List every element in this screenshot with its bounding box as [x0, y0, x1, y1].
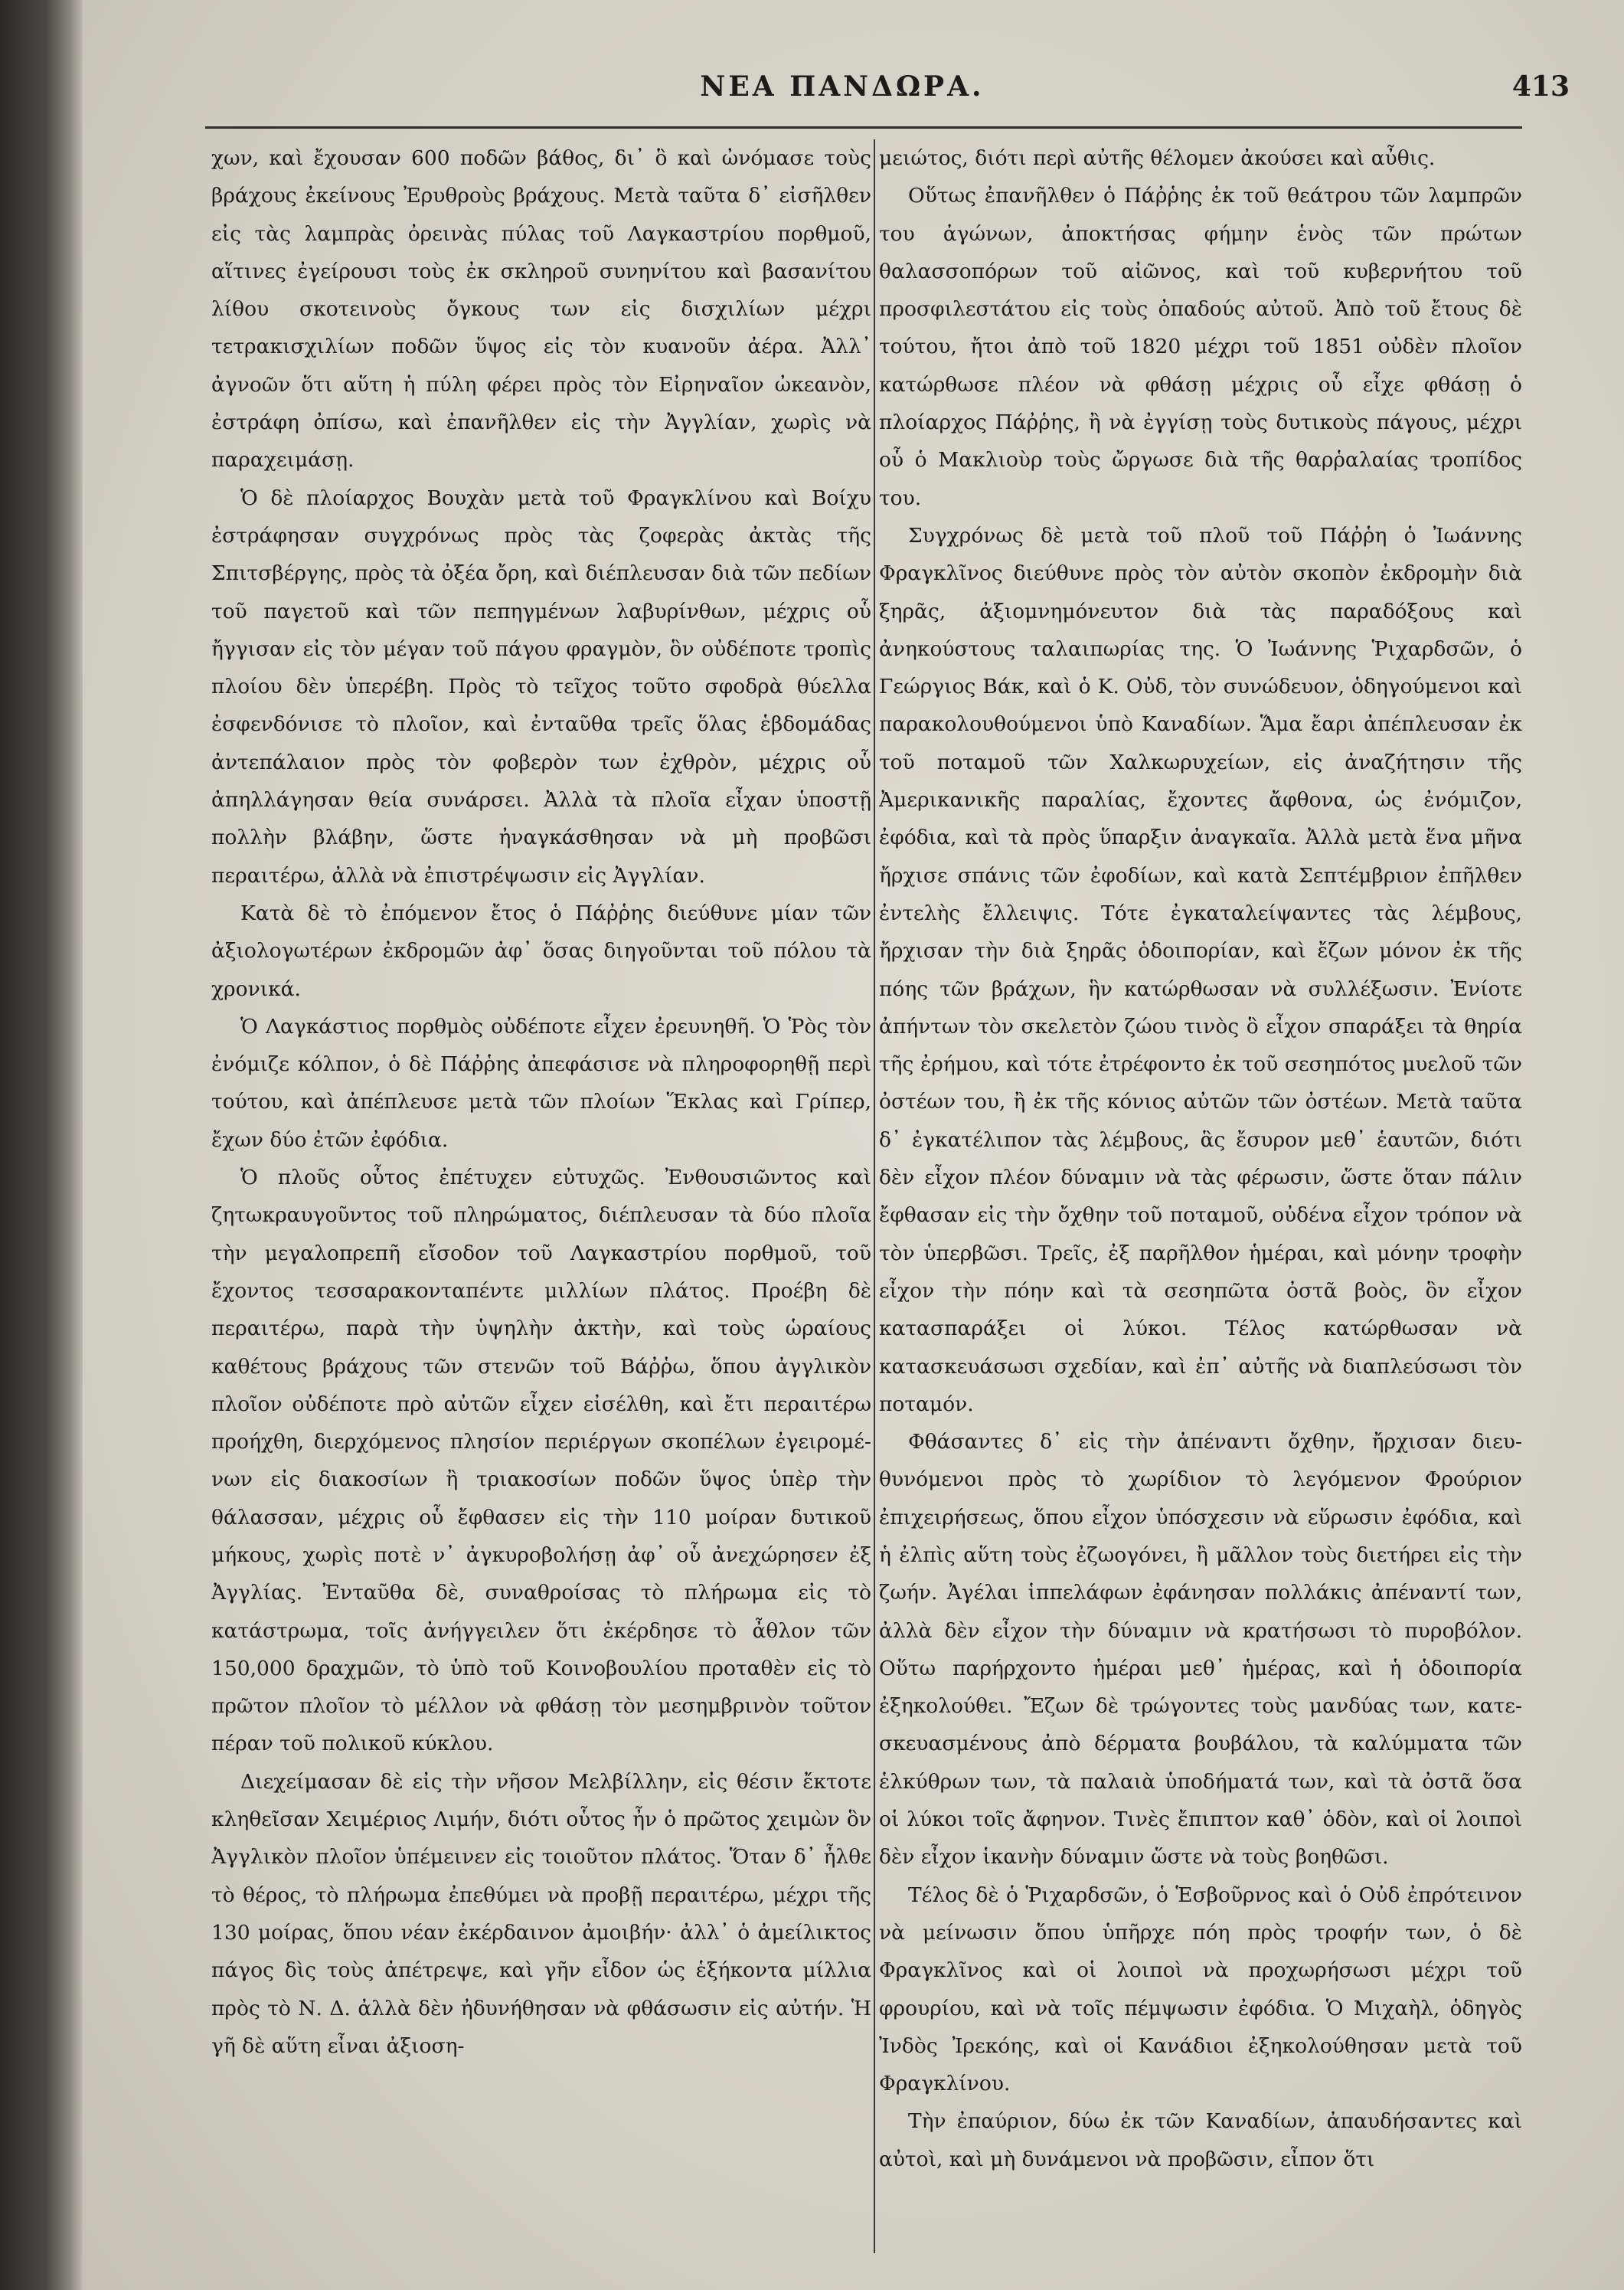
paragraph: Φθάσαντες δ᾽ εἰς τὴν ἀπέναντι ὄχθην, ἤρχισαν διευθυνόμενοι πρὸς τὸ χωρίδιον τὸ λεγόμενον Φρούριον ἐπιχειρήσεως, ὅπου εἶχον ὑπόσχεσιν νὰ εὕρωσιν ἐφόδια, καὶ ἡ ἐλπὶς αὕτη τοὺς ἐζωογόνει, ἢ μᾶλλον τοὺς διετήρει εἰς τὴν ζωήν. Ἀγέλαι ἱππελάφων ἐφάνησαν πολλάκις ἀπέναντί των, ἀλλὰ δὲν εἶχον τὴν δύναμιν νὰ κρατήσωσι τὸ πυροβόλον. Οὕτω παρήρχοντο ἡμέραι μεθ᾽ ἡμέρας, καὶ ἡ ὁδοιπορία ἐξηκολούθει. Ἔζων δὲ τρώγοντες τοὺς μανδύας των, κατεσκευασμένους ἀπὸ δέρματα βουβάλου, τὰ καλύμματα τῶν ἑλκύθρων των, τὰ παλαιὰ ὑποδήματά των, καὶ τὰ ὀστᾶ ὅσα οἱ λύκοι τοῖς ἄφηνον. Τινὲς ἔπιπτον καθ᾽ ὁδὸν, καὶ οἱ λοιποὶ δὲν εἶχον ἱκανὴν δύναμιν ὥστε νὰ τοὺς βοηθῶσι.	[879, 1430, 1522, 1870]
paragraph: Ὁ πλοῦς οὗτος ἐπέτυχεν εὐτυχῶς. Ἐνθουσιῶντος καὶ ζητωκραυγοῦντος τοῦ πληρώματος, διέπλευσαν τὰ δύο πλοῖα τὴν μεγαλοπρεπῆ εἴσοδον τοῦ Λαγκαστρίου πορθμοῦ, τοῦ ἔχοντος τεσσαρακονταπέντε μιλλίων πλάτος. Προέβη δὲ περαιτέρω, παρὰ τὴν ὑψηλὴν ἀκτὴν, καὶ τοὺς ὡραίους καθέτους βράχους τῶν στενῶν τοῦ Βάῤῥω, ὅπου ἀγγλικὸν πλοῖον οὐδέποτε πρὸ αὐτῶν εἶχεν εἰσέλθη, καὶ ἔτι περαιτέρω προήχθη, διερχόμενος πλησίον περιέργων σκοπέλων ἐγειρομένων εἰς διακοσίων ἢ τριακοσίων ποδῶν ὕψος ὑπὲρ τὴν θάλασσαν, μέχρις οὗ ἔφθασεν εἰς τὴν 110 μοίραν δυτικοῦ μήκους, χωρὶς ποτὲ ν᾽ ἀγκυροβολήσῃ ἀφ᾽ οὗ ἀνεχώρησεν ἐξ Ἀγγλίας. Ἐνταῦθα δὲ, συναθροίσας τὸ πλήρωμα εἰς τὸ κατάστρωμα, τοῖς ἀνήγγειλεν ὅτι ἐκέρδησε τὸ ἆθλον τῶν 150,000 δραχμῶν, τὸ ὑπὸ τοῦ Κοινοβουλίου προταθὲν εἰς τὸ πρῶτον πλοῖον τὸ μέλλον νὰ φθάσῃ τὸν μεσημβρινὸν τοῦτον πέραν τοῦ πολικοῦ κύκλου.	[211, 1166, 871, 1756]
running-head	[115, 70, 1570, 109]
paragraph: Οὕτως ἐπανῆλθεν ὁ Πάῤῥης ἐκ τοῦ θεάτρου τῶν λαμπρῶν του ἀγώνων, ἀποκτήσας φήμην ἑνὸς τῶν πρώτων θαλασσοπόρων τοῦ αἰῶνος, καὶ τοῦ κυβερνήτου τοῦ προσφιλεστάτου εἰς τοὺς ὀπαδούς αὐτοῦ. Ἀπὸ τοῦ ἔτους δὲ τούτου, ἤτοι ἀπὸ τοῦ 1820 μέχρι τοῦ 1851 οὐδὲν πλοῖον κατώρθωσε πλέον νὰ φθάσῃ μέχρις οὗ εἶχε φθάσῃ ὁ πλοίαρχος Πάῤῥης, ἢ νὰ ἐγγίσῃ τοὺς δυτικοὺς πάγους, μέχρι οὗ ὁ Μακλιοὺρ τοὺς ὤργωσε διὰ τῆς θαρῥαλαίας τροπίδος του.	[879, 184, 1522, 510]
right-column	[879, 139, 1522, 2253]
paragraph: Συγχρόνως δὲ μετὰ τοῦ πλοῦ τοῦ Πάῤῥη ὁ Ἰωάννης Φραγκλῖνος διεύθυνε πρὸς τὸν αὐτὸν σκοπὸν ἐκδρομὴν διὰ ξηρᾶς, ἀξιομνημόνευτον διὰ τὰς παραδόξους καὶ ἀνηκούστους ταλαιπωρίας της. Ὁ Ἰωάννης Ῥιχαρδσῶν, ὁ Γεώργιος Βάκ, καὶ ὁ Κ. Οὐδ, τὸν συνώδευον, ὁδηγούμενοι καὶ παρακολουθούμενοι ὑπὸ Καναδίων. Ἅμα ἔαρι ἀπέπλευσαν ἐκ τοῦ ποταμοῦ τῶν Χαλκωρυχείων, εἰς ἀναζήτησιν τῆς Ἀμερικανικῆς παραλίας, ἔχοντες ἄφθονα, ὡς ἐνόμιζον, ἐφόδια, καὶ τὰ πρὸς ὕπαρξιν ἀναγκαῖα. Ἀλλὰ μετὰ ἕνα μῆνα ἤρχισε σπάνις τῶν ἐφοδίων, καὶ κατὰ Σεπτέμβριον ἐπῆλθεν ἐντελὴς ἔλλειψις. Τότε ἐγκαταλείψαντες τὰς λέμβους, ἤρχισαν τὴν διὰ ξηρᾶς ὁδοιπορίαν, καὶ ἔζων μόνον ἐκ τῆς πόης τῶν βράχων, ἣν κατώρθωσαν νὰ συλλέξωσιν. Ἐνίοτε ἀπήντων τὸν σκελετὸν ζώου τινὸς ὃ εἶχον σπαράξει τὰ θηρία τῆς ἐρήμου, καὶ τότε ἐτρέφοντο ἐκ τοῦ σεσηπότος μυελοῦ τῶν ὀστέων του, ἢ ἐκ τῆς κόνιος αὐτῶν τῶν ὀστέων. Μετὰ ταῦτα δ᾽ ἐγκατέλιπον τὰς λέμβους, ἃς ἔσυρον μεθ᾽ ἑαυτῶν, διότι δὲν εἶχον πλέον δύναμιν νὰ τὰς φέρωσιν, ὥστε ὅταν πάλιν ἔφθασαν εἰς τὴν ὄχθην τοῦ ποταμοῦ, οὐδένα εἶχον τρόπον νὰ τὸν ὑπερβῶσι. Τρεῖς, ἐξ παρῆλθον ἡμέραι, καὶ μόνην τροφὴν εἶχον τὴν πόην καὶ τὰ σεσηπῶτα ὀστᾶ βοὸς, ὃν εἶχον κατασπαράξει οἱ λύκοι. Τέλος κατώρθωσαν νὰ κατασκευάσωσι σχεδίαν, καὶ ἐπ᾽ αὐτῆς νὰ διαπλεύσωσι τὸν ποταμόν.	[879, 523, 1522, 1416]
left-column	[211, 139, 871, 2253]
paragraph: Τὴν ἐπαύριον, δύω ἐκ τῶν Καναδίων, ἀπαυδήσαντες καὶ αὐτοὶ, καὶ μὴ δυνάμενοι νὰ προβῶσιν, εἶπον ὅτι	[879, 2109, 1522, 2171]
paragraph: Τέλος δὲ ὁ Ῥιχαρδσῶν, ὁ Ἑσβοῦρνος καὶ ὁ Οὐδ ἐπρότεινον νὰ μείνωσιν ὅπου ὑπῆρχε πόη πρὸς τροφήν των, ὁ δὲ Φραγκλῖνος καὶ οἱ λοιποὶ νὰ προχωρήσωσι μέχρι τοῦ φρουρίου, καὶ νὰ τοῖς πέμψωσιν ἐφόδια. Ὁ Μιχαὴλ, ὁδηγὸς Ἰνδὸς Ἰρεκόης, καὶ οἱ Κανάδιοι ἐξηκολούθησαν μετὰ τοῦ Φραγκλίνου.	[879, 1883, 1522, 2096]
header-rule	[205, 126, 1522, 129]
column-divider	[874, 139, 875, 2253]
paragraph: χων, καὶ ἔχουσαν 600 ποδῶν βάθος, δι᾽ ὃ καὶ ὠνόμασε τοὺς βράχους ἐκείνους Ἐρυθροὺς βράχους. Μετὰ ταῦτα δ᾽ εἰσῆλθεν εἰς τὰς λαμπρὰς ὀρεινὰς πύλας τοῦ Λαγκαστρίου πορθμοῦ, αἵτινες ἐγείρουσι τοὺς ἐκ σκληροῦ συνηνίτου καὶ βασανίτου λίθου σκοτεινοὺς ὄγκους των εἰς δισχιλίων μέχρι τετρακισχιλίων ποδῶν ὕψος εἰς τὸν κυανοῦν ἀέρα. Ἀλλ᾽ ἀγνοῶν ὅτι αὕτη ἡ πύλη φέρει πρὸς τὸν Εἰρηναῖον ὠκεανὸν, ἐστράφη ὀπίσω, καὶ ἐπανῆλθεν εἰς τὴν Ἀγγλίαν, χωρὶς νὰ παραχειμάσῃ.	[211, 146, 871, 473]
paragraph: Διεχείμασαν δὲ εἰς τὴν νῆσον Μελβίλλην, εἰς θέσιν ἔκτοτε κληθεῖσαν Χειμέριος Λιμήν, διότι οὗτος ἦν ὁ πρῶτος χειμὼν ὃν Ἀγγλικὸν πλοῖον ὑπέμεινεν εἰς τοιοῦτον πλάτος. Ὅταν δ᾽ ἦλθε τὸ θέρος, τὸ πλήρωμα ἐπεθύμει νὰ προβῇ περαιτέρω, μέχρι τῆς 130 μοίρας, ὅπου νέαν ἐκέρδαινον ἀμοιβήν· ἀλλ᾽ ὁ ἀμείλικτος πάγος δὶς τοὺς ἀπέτρεψε, καὶ γῆν εἶδον ὡς ἑξήκοντα μίλλια πρὸς τὸ Ν. Δ. ἀλλὰ δὲν ἠδυνήθησαν νὰ φθάσωσιν εἰς αὐτήν. Ἡ γῆ δὲ αὕτη εἶναι ἀξιοση-	[211, 1769, 871, 2058]
paragraph: μειώτος, διότι περὶ αὐτῆς θέλομεν ἀκούσει καὶ αὖθις.	[879, 146, 1436, 170]
paragraph: Ὁ δὲ πλοίαρχος Βουχὰν μετὰ τοῦ Φραγκλίνου καὶ Βοίχυ ἐστράφησαν συγχρόνως πρὸς τὰς ζοφερὰς ἀκτὰς τῆς Σπιτσβέργης, πρὸς τὰ ὀξέα ὄρη, καὶ διέπλευσαν διὰ τῶν πεδίων τοῦ παγετοῦ καὶ τῶν πεπηγμένων λαβυρίνθων, μέχρις οὗ ἤγγισαν εἰς τὸν μέγαν τοῦ πάγου φραγμὸν, ὃν οὐδέποτε τροπὶς πλοίου δὲν ὑπερέβη. Πρὸς τὸ τεῖχος τοῦτο σφοδρὰ θύελλα ἐσφενδόνισε τὸ πλοῖον, καὶ ἐνταῦθα τρεῖς ὅλας ἑβδομάδας ἀντεπάλαιον πρὸς τὸν φοβερὸν των ἐχθρὸν, μέχρις οὗ ἀπηλλάγησαν θεία συνάρσει. Ἀλλὰ τὰ πλοῖα εἶχαν ὑποστῇ πολλὴν βλάβην, ὥστε ἠναγκάσθησαν νὰ μὴ προβῶσι περαιτέρω, ἀλλὰ νὰ ἐπιστρέψωσιν εἰς Ἀγγλίαν.	[211, 486, 871, 888]
paragraph: Κατὰ δὲ τὸ ἐπόμενον ἔτος ὁ Πάῤῥης διεύθυνε μίαν τῶν ἀξιολογωτέρων ἐκδρομῶν ἀφ᾽ ὅσας διηγοῦνται τοῦ πόλου τὰ χρονικά.	[211, 901, 871, 1001]
paragraph: Ὁ Λαγκάστιος πορθμὸς οὐδέποτε εἶχεν ἐρευνηθῆ. Ὁ Ῥὸς τὸν ἐνόμιζε κόλπον, ὁ δὲ Πάῤῥης ἀπεφάσισε νὰ πληροφορηθῇ περὶ τούτου, καὶ ἀπέπλευσε μετὰ τῶν πλοίων Ἕκλας καὶ Γρίπερ, ἔχων δύο ἐτῶν ἐφόδια.	[211, 1014, 871, 1152]
page-number: 413	[1511, 70, 1570, 103]
book-binding-shadow	[0, 0, 83, 2290]
running-title: ΝΕΑ ΠΑΝΔΩΡΑ.	[700, 70, 985, 103]
